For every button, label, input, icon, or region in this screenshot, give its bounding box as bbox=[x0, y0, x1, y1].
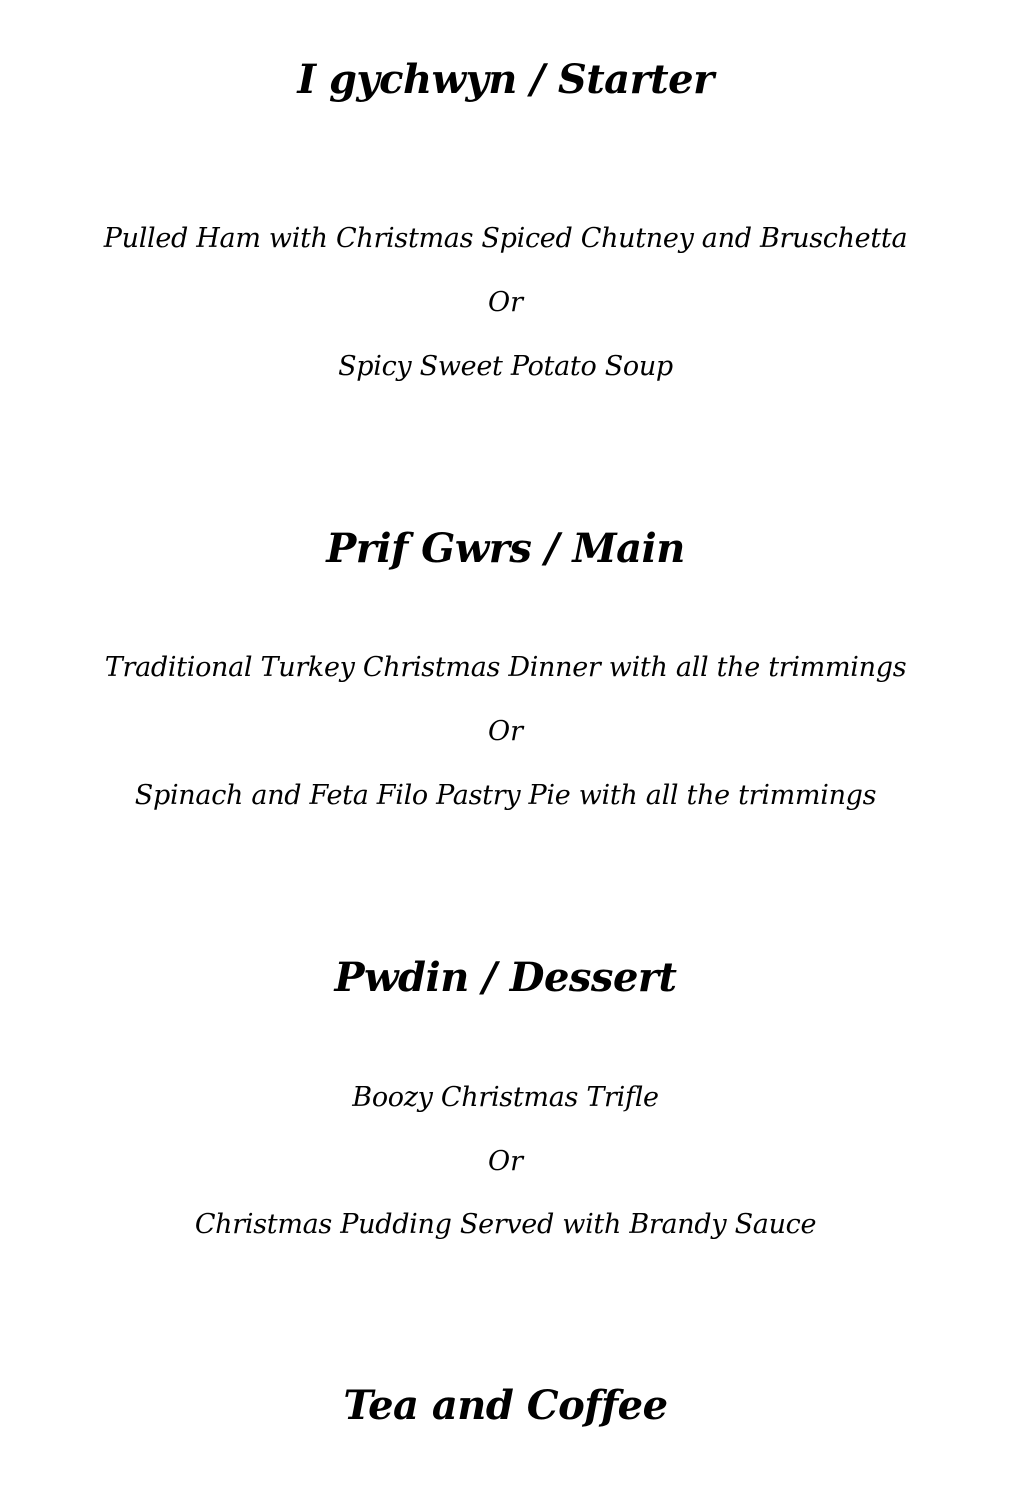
dessert-option-1: Boozy Christmas Trifle bbox=[352, 1082, 659, 1113]
starter-heading: I gychwyn / Starter bbox=[297, 56, 714, 103]
starter-option-2: Spicy Sweet Potato Soup bbox=[338, 351, 673, 382]
main-option-1: Traditional Turkey Christmas Dinner with all the trimmings bbox=[104, 652, 907, 683]
main-heading: Prif Gwrs / Main bbox=[326, 525, 685, 572]
tea-coffee-heading: Tea and Coffee bbox=[343, 1382, 668, 1429]
main-or: Or bbox=[487, 716, 524, 747]
main-option-2: Spinach and Feta Filo Pastry Pie with all the trimmings bbox=[134, 780, 877, 811]
starter-or: Or bbox=[487, 287, 524, 318]
starter-option-1: Pulled Ham with Christmas Spiced Chutney and Bruschetta bbox=[103, 223, 908, 254]
dessert-heading: Pwdin / Dessert bbox=[334, 954, 677, 1001]
dessert-option-2: Christmas Pudding Served with Brandy Sauce bbox=[194, 1209, 817, 1240]
dessert-or: Or bbox=[487, 1146, 524, 1177]
